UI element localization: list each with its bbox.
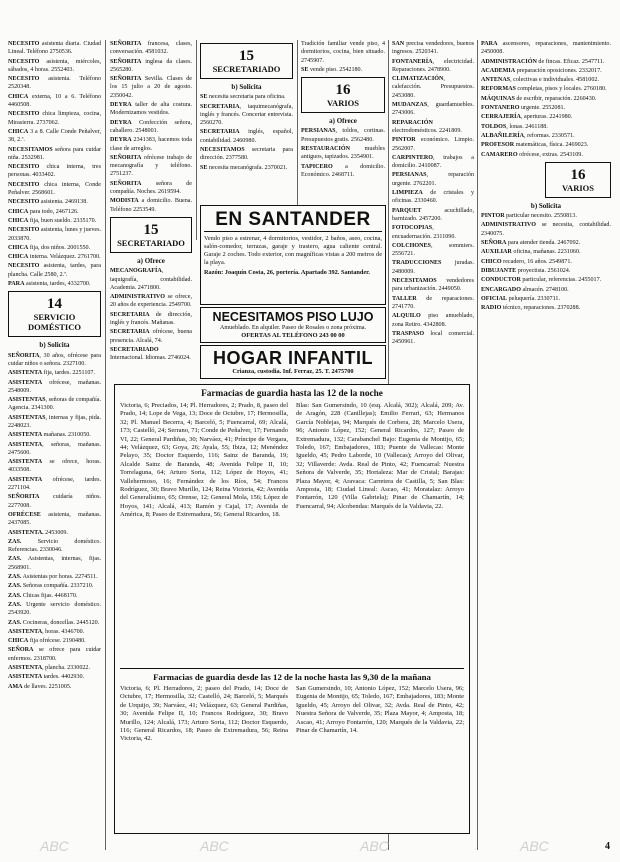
classified-ad: REFORMAS completas, pisos y locales. 2760180. — [481, 86, 607, 93]
classified-ad: PINTOR particular necesito. 2550813. — [481, 213, 577, 220]
classified-ad: NECESITAMOS secretaria para dirección. 2377580. — [200, 147, 293, 162]
classifieds-list — [301, 127, 385, 179]
section-header-secretariado-solicita — [200, 43, 293, 79]
section-number: 15 — [143, 221, 159, 238]
classified-ad: SEÑORITA inglesa da clases. 2565280. — [110, 58, 192, 73]
classified-ad: SEÑORITA cuidaría niños. 2277008. — [8, 494, 101, 509]
classifieds-list — [110, 267, 192, 362]
ad-contact: Razón: Joaquín Costa, 26, portería. Apartado 392. Santander. — [204, 269, 370, 276]
classified-ad: NECESITAMOS vendedores para urbanización. 2449050. — [392, 278, 474, 293]
classified-ad: CERRAJERÍA, aperturas. 2241980. — [481, 114, 573, 121]
classified-ad: CHICA externa, 10 a 6. Teléfono 4460508. — [8, 93, 101, 109]
classified-ad: ASISTENTAS, señoras de compañía. Agencia. 2341300. — [8, 397, 101, 412]
column-rule — [297, 40, 298, 215]
ad-body: Amueblado. En alquiler. Paseo de Rosales o zona próxima. — [219, 324, 367, 331]
classified-ad: AMA de llaves. 2251005. — [8, 683, 72, 690]
classified-ad: ASISTENTA, horas. 4346700. — [8, 628, 85, 635]
classified-ad: ASISTENTA tardes. 4402930. — [8, 674, 85, 681]
pharmacies-panel — [114, 384, 470, 834]
classified-ad: NECESITO asistenta. 2469138. — [8, 199, 88, 206]
classifieds-list — [481, 212, 611, 312]
classified-ad: NECESITO asistenta. Teléfono 2520348. — [8, 76, 101, 91]
section-subheading: b) Solicita — [39, 341, 70, 350]
classified-ad: ASISTENTA se ofrece, horas. 4033508. — [8, 459, 101, 474]
classified-ad: SE necesita mecanógrafa. 2370021. — [200, 164, 288, 171]
classified-ad: ZAS. Servicio doméstico. Referencias. 2330046. — [8, 538, 101, 554]
classified-ad: NECESITO chica interna, Conde Peñalver. 2568601. — [8, 181, 101, 197]
classified-ad: NECESITAMOS señora para cuidar niña. 2532981. — [8, 146, 101, 161]
classified-ad: SECRETARIA de dirección, inglés y francés. Mañanas. — [110, 311, 192, 327]
classified-ad: DEYRA taller de alta costura. Modernizamos vestidos. — [110, 102, 192, 117]
page-number: 4 — [605, 841, 610, 852]
classified-ad: NECESITO asistenta, lunes y jueves. 2033870. — [8, 227, 101, 242]
classified-ad: ALQUILO piso amueblado, zona Retiro. 4342808. — [392, 313, 474, 328]
classified-ad: PARA asistenta, tardes, 4332700. — [8, 281, 91, 288]
classifieds-list — [8, 40, 101, 288]
section-number: 15 — [239, 48, 254, 64]
classified-ad: ZAS. Cocineras, doncellas. 2445120. — [8, 619, 100, 626]
ad-heading: EN SANTANDER — [204, 209, 382, 232]
classified-ad: ADMINISTRATIVO se necesita, contabilidad. 2340075. — [481, 222, 611, 237]
classified-ad: ZAS. Asistentas, internas, fijas. 2568901. — [8, 556, 101, 571]
classified-ad: SEÑORITA francesa, clases, conversación. 4581032. — [110, 41, 192, 56]
column-4 — [301, 40, 385, 178]
ad-santander — [200, 205, 386, 305]
classified-ad: MÁQUINAS de escribir, reparación. 2260430. — [481, 95, 597, 102]
section-subheading: b) Solicita — [231, 83, 262, 91]
classified-ad: COLCHONES, sommiers. 2556721. — [392, 242, 474, 258]
classified-ad: MUDANZAS, guardamuebles. 2743006. — [392, 102, 474, 117]
classified-ad: SECRETARIADO Internacional. Idiomas. 2746024. — [110, 346, 191, 362]
classified-ad: FONTANERO urgente. 2552081. — [481, 105, 566, 112]
classified-ad: CHICA 3 a 8. Calle Conde Peñalver, 38, 2.ª. — [8, 128, 101, 144]
classified-ad: ASISTENTA, señoras, mañanas. 2475600. — [8, 441, 101, 456]
classifieds-list — [8, 352, 101, 691]
ad-contact: OFERTAS AL TELÉFONO 243 00 00 — [241, 332, 345, 339]
classified-ad: ZAS. Señoras compañía. 2337210. — [8, 583, 94, 590]
classified-ad: SEÑORITA, 30 años, ofrécese para cuidar niños o señora. 2327100. — [8, 352, 101, 367]
classified-ad: ANTENAS, colectivas e individuales. 4581002. — [481, 77, 599, 84]
section-header-secretariado-ofrece — [110, 217, 192, 253]
section-title: SECRETARIADO — [212, 64, 281, 74]
classified-ad: PARA ascensores, reparaciones, mantenimiento. 2450008. — [481, 41, 611, 56]
classified-ad: CHICA para todo, 2467126. — [8, 208, 79, 215]
classified-ad: TAPICERO a domicilio. Económico. 2468711. — [301, 163, 385, 178]
classified-ad: ASISTENTA ofrécese, tardes. 2271104. — [8, 476, 101, 492]
classified-ad: CHICA fija, dos niños. 2001550. — [8, 244, 91, 251]
pharmacies-day-left: Victoria, 6; Preciados, 14; Pl. Herradores, 2; Prado, 8, paseo del Prado, 14; Lope de Vega, 13; Doce de Octubre, 17; Hermosilla, 32; Pl. Manuel Becerra, 4; Barceló, 5; Fuencarral, 69; Alcalá, 173; Castelló, 24; Serrano, 71; Conde de Peñalver, 17; Fernando VI, 22; General Pardiñas, 30; Narváez, 41; Príncipe de Vergara, 44; Velázquez, 63; Goya, 26; Ayala, 55; Ibiza, 12; Menéndez Pelayo, 35; Doctor Esquerdo, 116; Sainz de Baranda, 19; Alcalde Sainz de Baranda, 48; Avenida Felipe II, 10; Torrelaguna, 64; Arturo Soria, 112; López de Hoyos, 41; Vallehermoso, 16; Fernández de los Ríos, 54; Francos Rodríguez, 30; Bravo Murillo, 124; Reina Victoria, 42; Avenida del Generalísimo, 65; Orense, 12; General Mola, 156; López de Hoyos, 141; Alcalá, 413; Ramón y Cajal, 17; Avenida de América, 8; Paseo de Extremadura, 56; General Ricardos, 18. — [120, 402, 288, 519]
ad-body: Vendo piso a estrenar, 4 dormitorios, vestidor, 2 baños, aseo, cocina, salón-comedor, terrazas, garaje y trastero, agua caliente central. Garaje 2 coches. Todo exterior, con magníficas vistas a 200 metros de la playa. — [204, 235, 382, 266]
section-header-varios-ofrece — [301, 77, 385, 113]
classified-ad: ADMINISTRATIVO se ofrece, 20 años de experiencia. 2549700. — [110, 294, 192, 309]
classified-ad: CARPINTERO, trabajos a domicilio. 2410087. — [392, 154, 474, 170]
column-1 — [8, 40, 101, 852]
classified-ad: DEYRA Confección señora, caballero. 2548001. — [110, 119, 192, 134]
ad-body: Crianza, custodia. Inf. Ferraz, 25. T. 2475700 — [232, 368, 354, 375]
classified-ad: CHICA interna. Velázquez. 2761700. — [8, 254, 101, 261]
classified-ad: TRASPASO local comercial. 2450961. — [392, 330, 474, 346]
column-rule — [477, 40, 478, 850]
abc-watermark: ABC — [200, 838, 229, 854]
ad-piso-lujo — [200, 307, 386, 343]
pharmacies-night-columns — [120, 685, 464, 835]
pharmacies-day-heading: Farmacias de guardia hasta las 12 de la noche — [201, 389, 383, 399]
pharmacies-night-right: San Gumersindo, 10; Antonio López, 152; Marcelo Usera, 96; Eugenia de Montijo, 65; Toledo, 167; Embajadores, 183; Monte Igueldo, 45; Arroyo del Olivar, 32; Avda. Real de Pinto, 42; Nuestra Señora de Valverde, 35; Plaza Mayor, 4; Amposta, 18; Ascao, 41; Arroyo Fontarrón, 120; Marqués de la Valdavia, 22; Pinar de Chamartín, 14. — [296, 685, 464, 735]
abc-watermark: ABC — [40, 838, 69, 854]
section-subheading: b) Solicita — [530, 201, 562, 210]
classified-ad: SECRETARIA inglés, español, contabilidad. 2460980. — [200, 129, 293, 144]
classified-ad: SEÑORITA Sevilla. Clases de los 15 julio a 20 de agosto. 2350042. — [110, 76, 192, 99]
classified-ad: PARQUET acuchillado, barnizado. 2457200. — [392, 207, 474, 222]
classifieds-list — [200, 93, 293, 172]
classified-ad: ZAS. Asistentas por horas. 2274511. — [8, 574, 98, 581]
classified-ad: NECESITO asistenta diaria. Ciudad Lineal. Teléfono 2750536. — [8, 41, 101, 56]
classified-ad: CONDUCTOR particular, referencias. 2455017. — [481, 277, 602, 284]
classified-ad: ALBAÑILERÍA, reformas. 2330571. — [481, 132, 575, 139]
classifieds-list — [110, 40, 192, 214]
classified-ad: FOTOCOPIAS, encuadernación. 2311090. — [392, 225, 456, 240]
section-subheading: a) Ofrece — [329, 117, 357, 126]
classified-ad: TRADUCCIONES juradas. 2480009. — [392, 260, 474, 275]
ad-hogar-infantil — [200, 345, 386, 379]
column-rule — [105, 40, 106, 850]
classified-ad: SAN precisa vendedores, buenos ingresos. 2520341. — [392, 41, 474, 56]
classified-ad: CLIMATIZACIÓN, calefacción. Presupuestos. 2453080. — [392, 76, 474, 99]
classified-ad: SECRETARIA, taquimecanógrafa, inglés y francés. Concertar entrevista. 2560270. — [200, 103, 293, 127]
classified-ad: SEÑORITA señora de compañía. Noches. 2619594. — [110, 180, 192, 196]
section-title: VARIOS — [562, 182, 594, 193]
classified-ad: PINTOR económico. Limpio. 2562007. — [392, 137, 474, 152]
classified-ad: NECESITO chica limpieza, cocina, Mirasierra. 2737062. — [8, 111, 101, 126]
classified-ad: DIBUJANTE proyectista. 2561024. — [481, 267, 571, 274]
classified-ad: SEÑORITA ofrécese trabajo de mecanografía y teléfono. 2751237. — [110, 154, 192, 178]
classified-ad: NECESITO chica interna, tres personas. 4033402. — [8, 164, 101, 179]
ad-heading: NECESITAMOS PISO LUJO — [212, 310, 374, 324]
classified-ad: OFRÉCESE asistenta, mañanas. 2437085. — [8, 511, 101, 527]
classifieds-list — [481, 40, 611, 159]
classified-ad: ENCARGADO almacén. 2748100. — [481, 286, 569, 293]
classified-ad: REPARACIÓN electrodomésticos. 2241809. — [392, 119, 462, 134]
classified-ad: DEYRA 2341383, hacemos toda clase de arreglos. — [110, 137, 192, 152]
section-header-varios-solicita — [545, 162, 611, 198]
classified-ad: SECRETARIA ofrécese, buena presencia. Alcalá, 74. — [110, 329, 192, 344]
classified-ad: MODISTA a domicilio. Buena. Teléfono 2253549. — [110, 198, 192, 213]
classified-ad: CAMARERO ofrécese, extras. 2543109. — [481, 151, 583, 158]
section-number: 16 — [570, 166, 586, 183]
pharmacies-night-heading: Farmacias de guardia desde las 12 de la noche hasta las 9,30 de la mañana — [120, 668, 464, 683]
column-rule — [196, 40, 197, 240]
section-title: SECRETARIADO — [117, 237, 185, 248]
classified-ad: TALLER de reparaciones. 2741770. — [392, 295, 474, 310]
classified-ad: TOLDOS, lonas. 2461188. — [481, 123, 548, 130]
classified-ad: PERSIANAS, reparación urgente. 2762201. — [392, 172, 474, 187]
classified-ad: CHICO recadero, 16 años. 2549871. — [481, 258, 572, 265]
classified-ad: SE necesita secretaria para oficina. — [200, 94, 286, 101]
classified-ad: ADMINISTRACIÓN de fincas. Eficaz. 2547711. — [481, 58, 605, 65]
classified-ad: RADIO técnico, reparaciones. 2370288. — [481, 305, 581, 312]
section-number: 14 — [47, 296, 62, 313]
classified-ad: ASISTENTAS, internas y fijas, pida. 2248023. — [8, 414, 101, 429]
pharmacies-day-columns — [120, 402, 464, 664]
classified-ad: ASISTENTA ofrécese, mañanas. 2548009. — [8, 379, 101, 394]
classified-ad: PERSIANAS, toldos, cortinas. Presupuestos gratis. 2562480. — [301, 128, 385, 143]
section-title: SERVICIO DOMÉSTICO — [28, 312, 81, 333]
abc-watermark: ABC — [360, 838, 389, 854]
classified-ad: PROFESOR matemáticas, física. 2469023. — [481, 142, 589, 149]
classified-ad: OFICIAL peluquería. 2330711. — [481, 295, 560, 302]
classified-ad: ASISTENTA fija, tardes. 2251107. — [8, 370, 96, 377]
classified-ad: SE vende piso. 2542180. — [301, 66, 363, 73]
abc-watermark: ABC — [520, 838, 549, 854]
classified-ad: AUXILIAR oficina, mañanas. 2231060. — [481, 249, 581, 256]
column-3 — [200, 40, 293, 212]
classified-ad: CHICA fija, buen sueldo. 2335170. — [8, 217, 97, 224]
section-title: VARIOS — [327, 98, 359, 109]
classified-ad: RESTAURACIÓN muebles antiguos, tapizados. 2354901. — [301, 146, 385, 161]
classified-ad: ASISTENTA, plancha. 2330022. — [8, 665, 90, 671]
classified-ad: SEÑORA para atender tienda. 2467092. — [481, 240, 581, 247]
column-5 — [392, 40, 474, 360]
classified-ad: ZAS. Chicas fijas. 4468170. — [8, 592, 78, 599]
classifieds-list — [392, 40, 474, 346]
pharmacies-day-right: Blas: San Gumersindo, 10 (esq. Alcalá, 302); Alcalá, 209; Av. de Aragón, 228 (Canillejas); Emilio Ferrari, 63; Hermanos García Noblejas, 94; Marqués de Corbera, 28; Marcelo Usera, 96; Antonio López, 152; General Ricardos, 127; Paseo de Extremadura, 132; Carabanchel Bajo: Eugenia de Montijo, 65; Toledo, 167; Embajadores, 183; Puente de Vallecas: Monte Igueldo, 45; Pedro Laborde, 10 (Vallecas); Arroyo del Olivar, 32; Villaverde: Avda. Real de Pinto, 42; Fuencarral: Nuestra Señora de Valverde, 35; Hortaleza: Mar de Cristal; Barajas: Plaza Mayor, 4; Aravaca: Carretera de Castilla, 5; San Blas: Amposta, 18; Ciudad Lineal: Ascao, 41; Moratalaz: Arroyo Fontarrón, 120 (Villa Gabriela); Pinar de Chamartín, 14; Fuencarral, 94; Alcobendas: Marqués de la Valdavia, 22. — [296, 402, 464, 510]
classified-ad: MECANOGRAFÍA, taquigrafía, contabilidad. Academia. 2471800. — [110, 268, 192, 291]
column-6 — [481, 40, 611, 852]
section-subheading: a) Ofrece — [137, 256, 165, 265]
classified-ad: ZAS. Urgente servicio doméstico. 2543920. — [8, 601, 101, 617]
classifieds-list — [301, 40, 385, 74]
classified-ad: CHICA fija ofrécese. 2190480. — [8, 638, 86, 645]
classified-ad: Tradición familiar vende piso, 4 dormitorios, cocina, bien situado. 2745907. — [301, 41, 385, 64]
classified-ad: FONTANERÍA, electricidad. Reparaciones. 2478900. — [392, 58, 474, 73]
classified-ad: ASISTENTA mañanas. 2310050. — [8, 432, 91, 439]
ad-heading: HOGAR INFANTIL — [213, 348, 373, 368]
classified-ad: LIMPIEZA de cristales y oficinas. 2330460. — [392, 190, 474, 205]
column-2 — [110, 40, 192, 362]
classified-ad: ACADEMIA preparación oposiciones. 2332017. — [481, 67, 602, 74]
pharmacies-night-left: Victoria, 6; Pl. Herradores, 2; paseo del Prado, 14; Doce de Octubre, 17; Hermosilla, 32; Castelló, 24; Barceló, 5; Marqués de Urquijo, 39; Narváez, 41; Velázquez, 63; General Pardiñas, 30; Avenida Felipe II, 10; Francos Rodríguez, 30; Bravo Murillo, 124; Alcalá, 173; Arturo Soria, 112; Doctor Esquerdo, 116; General Ricardos, 18; Paseo de Extremadura, 56; Reina Victoria, 42. — [120, 685, 288, 743]
classified-ad: SEÑORA se ofrece para cuidar enfermos. 2318700. — [8, 647, 101, 662]
classified-ad: ASISTENTA. 2453009. — [8, 529, 68, 536]
section-header-servicio-domestico — [8, 291, 101, 337]
classified-ad: NECESITO asistenta, tardes, para plancha. Calle 2580, 2.ª. — [8, 263, 101, 278]
section-number: 16 — [335, 82, 351, 99]
classified-ad: NECESITO asistenta, miércoles, sábados, 4 horas. 2552403. — [8, 58, 101, 73]
